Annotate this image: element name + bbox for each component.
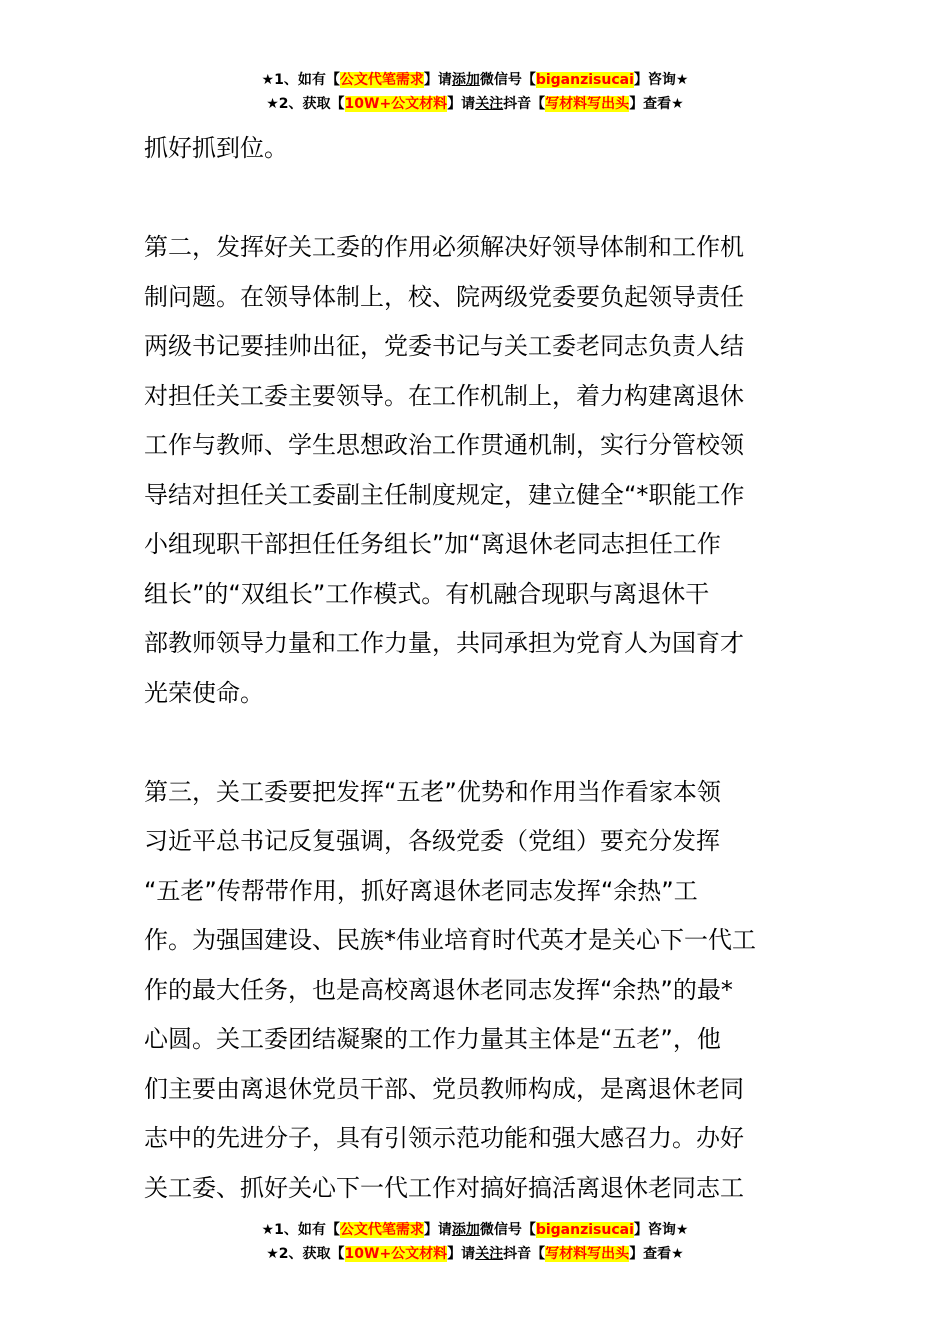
highlight-douyin-account: 写材料写出头	[545, 96, 630, 112]
body-line: 关工委、抓好关心下一代工作对搞好搞活离退休老同志工	[144, 1173, 744, 1202]
body-line: 作。为强国建设、民族*伟业培育时代英才是关心下一代工	[144, 926, 756, 954]
header-banner-line-1: ★1、如有【公文代笔需求】请添加微信号【biganzisucai】咨询★	[261, 72, 689, 88]
document-body	[144, 124, 814, 1213]
footer-banner	[0, 1218, 950, 1266]
highlight-wechat-id: biganzisucai	[535, 1222, 634, 1238]
body-line: 两级书记要挂帅出征，党委书记与关工委老同志负责人结	[144, 332, 744, 360]
highlight-wechat-id: biganzisucai	[535, 72, 634, 88]
body-line: 组长”的“双组长”工作模式。有机融合现职与离退休干	[144, 579, 710, 608]
body-line: 们主要由离退休党员干部、党员教师构成，是离退休老同	[144, 1074, 744, 1103]
body-line: 作的最大任务，也是高校离退休老同志发挥“余热”的最*	[144, 975, 733, 1004]
header-banner-line-2: ★2、获取【10W+公文材料】请关注抖音【写材料写出头】查看★	[266, 96, 684, 112]
body-line: 对担任关工委主要领导。在工作机制上，着力构建离退休	[144, 381, 744, 410]
paragraph-gap	[144, 718, 814, 768]
body-line: 小组现职干部担任任务组长”加“离退休老同志担任工作	[144, 530, 721, 558]
body-line: 抓好抓到位。	[144, 134, 288, 162]
body-line: 志中的先进分子，具有引领示范功能和强大感召力。办好	[144, 1124, 744, 1152]
body-line: 部教师领导力量和工作力量，共同承担为党育人为国育才	[144, 629, 744, 657]
body-line: 光荣使命。	[144, 678, 264, 707]
footer-banner-line-1: ★1、如有【公文代笔需求】请添加微信号【biganzisucai】咨询★	[261, 1222, 689, 1238]
footer-banner-line-2: ★2、获取【10W+公文材料】请关注抖音【写材料写出头】查看★	[266, 1246, 684, 1262]
highlight-materials: 10W+公文材料	[344, 96, 448, 112]
body-line: “五老”传帮带作用，抓好离退休老同志发挥“余热”工	[144, 876, 698, 905]
body-line: 制问题。在领导体制上，校、院两级党委要负起领导责任	[144, 282, 744, 311]
header-banner	[0, 68, 950, 116]
paragraph-gap	[144, 174, 814, 224]
highlight-materials: 10W+公文材料	[344, 1246, 448, 1262]
highlight-douyin-account: 写材料写出头	[545, 1246, 630, 1262]
body-line: 心圆。关工委团结凝聚的工作力量其主体是“五老”，他	[144, 1025, 721, 1053]
body-line: 习近平总书记反复强调，各级党委（党组）要充分发挥	[144, 827, 720, 855]
body-line: 第二，发挥好关工委的作用必须解决好领导体制和工作机	[144, 233, 744, 261]
body-line: 导结对担任关工委副主任制度规定，建立健全“*职能工作	[144, 480, 745, 509]
body-line: 第三，关工委要把发挥“五老”优势和作用当作看家本领	[144, 777, 721, 806]
highlight-ghostwriting-service: 公文代笔需求	[339, 72, 424, 88]
body-line: 工作与教师、学生思想政治工作贯通机制，实行分管校领	[144, 431, 744, 459]
highlight-ghostwriting-service: 公文代笔需求	[339, 1222, 424, 1238]
